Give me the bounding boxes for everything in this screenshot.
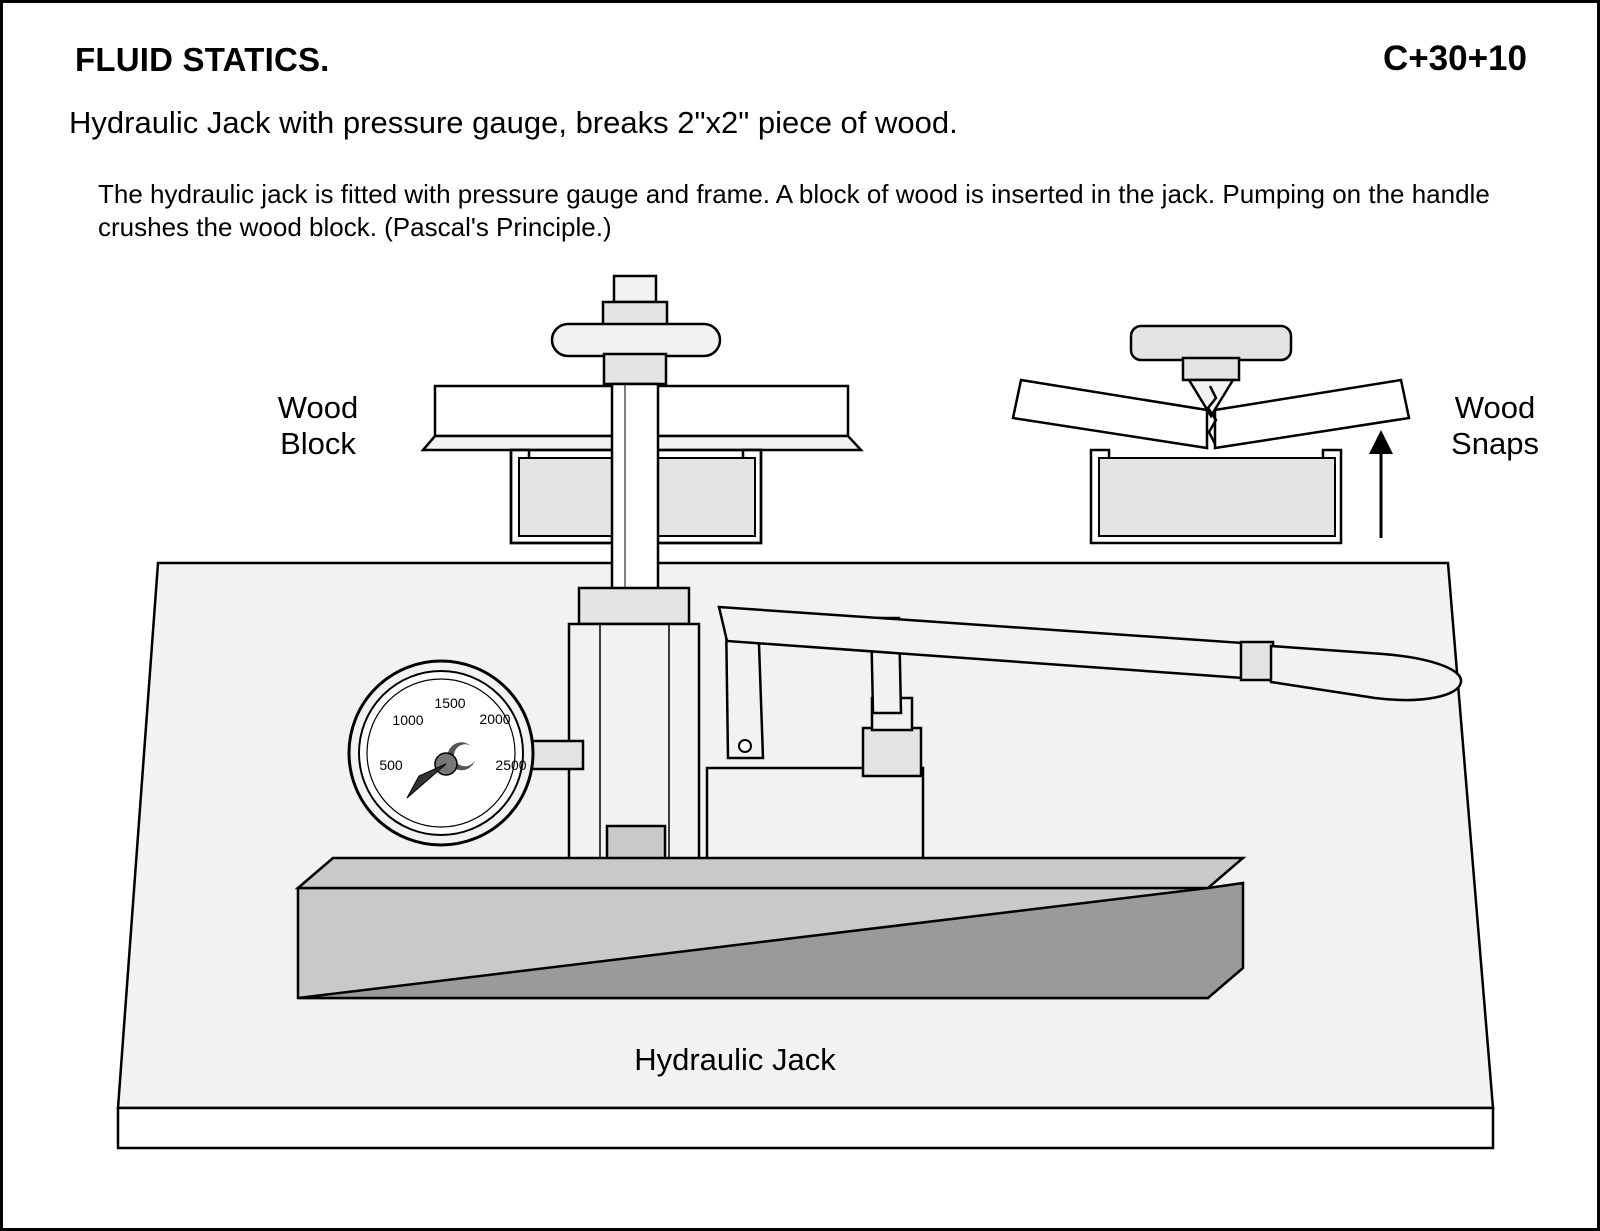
catalog-code: C+30+10 — [1382, 39, 1527, 78]
pressure-gauge — [349, 661, 533, 845]
label-wood-snaps — [1451, 390, 1539, 461]
wood-snaps-label-line1: Wood — [1454, 390, 1536, 425]
description-text: The hydraulic jack is fitted with pressure gauge and frame. A block of wood is inserted in the jack. Pumping on the handle crushes the wood block. (Pascal's Principle.) — [98, 179, 1490, 243]
gauge-tick-500: 500 — [379, 757, 403, 773]
hydraulic-jack-caption: Hydraulic Jack — [634, 1042, 836, 1077]
page-title: FLUID STATICS. — [75, 41, 330, 78]
ram-top-bolt — [552, 276, 720, 384]
gauge-port — [527, 741, 583, 769]
subtitle: Hydraulic Jack with pressure gauge, breaks 2"x2" piece of wood. — [69, 105, 958, 140]
base-plate — [298, 858, 1243, 998]
snapped-wood-assembly — [1013, 326, 1409, 543]
illustration — [3, 258, 1600, 1218]
gauge-tick-1000: 1000 — [392, 712, 424, 728]
gauge-tick-1500: 1500 — [434, 695, 466, 711]
gauge-tick-2000: 2000 — [479, 711, 511, 727]
label-wood-block — [278, 390, 358, 461]
up-arrow-icon — [1369, 430, 1393, 538]
wood-block-label-line2: Block — [280, 426, 356, 461]
gauge-tick-2500: 2500 — [495, 757, 527, 773]
jack-cylinder — [569, 588, 699, 872]
wood-block-label-line1: Wood — [277, 390, 359, 425]
wood-snaps-label-line2: Snaps — [1451, 426, 1539, 461]
